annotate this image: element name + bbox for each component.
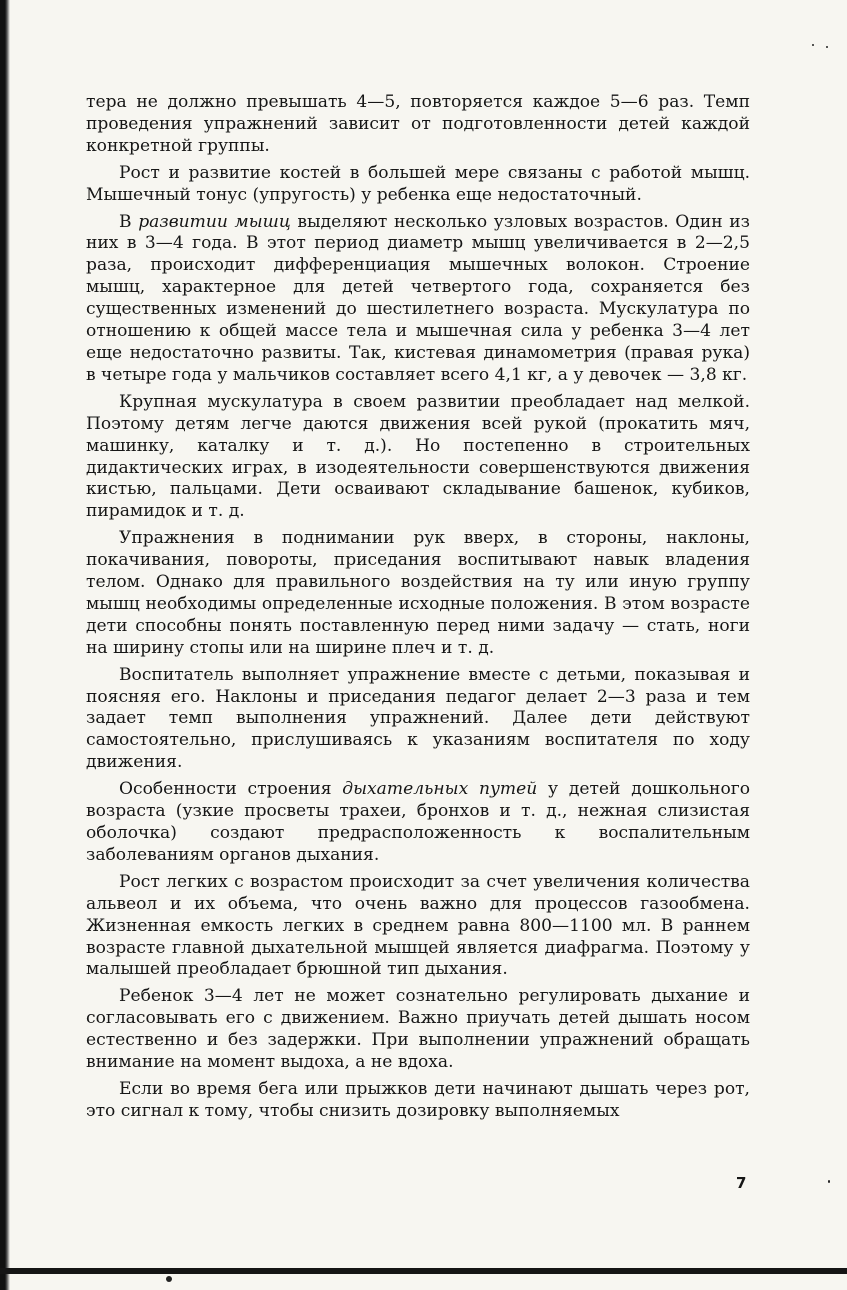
scan-speck <box>166 1276 172 1282</box>
paragraph: Ребенок 3—4 лет не может сознательно регулировать дыхание и согласовывать его с движением. Важно приучать детей дышать носом естественно и без задержки. При выполнении упражнений обращать внимание на момент выдоха, а не вдоха. <box>86 986 750 1073</box>
scan-speck <box>826 46 828 48</box>
paragraph: Рост легких с возрастом происходит за счет увеличения количества альвеол и их объема, что очень важно для процессов газообмена. Жизненная емкость легких в среднем равна 800—1100 мл. В раннем возрасте главной дыхательной мышцей является диафрагма. Поэтому у малышей преобладает брюшной тип дыхания. <box>86 871 750 980</box>
page-number: 7 <box>736 1174 747 1192</box>
page-body-text <box>86 92 750 1128</box>
paragraph: Особенности строения дыхательных путей у детей дошкольного возраста (узкие просветы трахеи, бронхов и т. д., нежная слизистая оболочка) создают предрасположенность к воспалительным заболеваниям органов дыхания. <box>86 779 750 865</box>
scan-edge-bottom <box>0 1268 847 1274</box>
emphasized-term: развитии мышц <box>138 211 291 232</box>
paragraph: Упражнения в поднимании рук вверх, в стороны, наклоны, покачивания, повороты, приседания воспитывают навык владения телом. Однако для правильного воздействия на ту или иную группу мышц необходимы определенные исходные положения. В этом возрасте дети способны понять поставленную перед ними задачу — стать, ноги на ширину стопы или на ширине плеч и т. д. <box>86 528 750 658</box>
paragraph: Рост и развитие костей в большей мере связаны с работой мышц. Мышечный тонус (упругость) у ребенка еще недостаточный. <box>86 162 750 205</box>
paragraph: Воспитатель выполняет упражнение вместе с детьми, показывая и поясняя его. Наклоны и приседания педагог делает 2—3 раза и тем задает темп выполнения упражнений. Далее дети действуют самостоятельно, прислушиваясь к указаниям воспитателя по ходу движения. <box>86 664 750 773</box>
emphasized-term: дыхательных путей <box>342 779 538 800</box>
scan-edge-left <box>0 0 10 1290</box>
paragraph: Если во время бега или прыжков дети начинают дышать через рот, это сигнал к тому, чтобы снизить дозировку выполняемых <box>86 1078 750 1121</box>
paragraph: В развитии мышц выделяют несколько узловых возрастов. Один из них в 3—4 года. В этот период диаметр мышц увеличивается в 2—2,5 раза, происходит дифференциация мышечных волокон. Строение мышц, характерное для детей четвертого года, сохраняется без существенных изменений до шестилетнего возраста. Мускулатура по отношению к общей массе тела и мышечная сила у ребенка 3—4 лет еще недостаточно развиты. Так, кистевая динамометрия (правая рука) в четыре года у мальчиков составляет всего 4,1 кг, а у девочек — 3,8 кг. <box>86 211 751 385</box>
scan-speck <box>828 1180 830 1183</box>
paragraph: Крупная мускулатура в своем развитии преобладает над мелкой. Поэтому детям легче даются движения всей рукой (прокатить мяч, машинку, каталку и т. д.). Но постепенно в строительных дидактических играх, в изодеятельности совершенствуются движения кистью, пальцами. Дети осваивают складывание башенок, кубиков, пирамидок и т. д. <box>86 391 750 522</box>
scan-speck <box>812 44 814 46</box>
paragraph: тера не должно превышать 4—5, повторяется каждое 5—6 раз. Темп проведения упражнений зависит от подготовленности детей каждой конкретной группы. <box>86 92 750 156</box>
